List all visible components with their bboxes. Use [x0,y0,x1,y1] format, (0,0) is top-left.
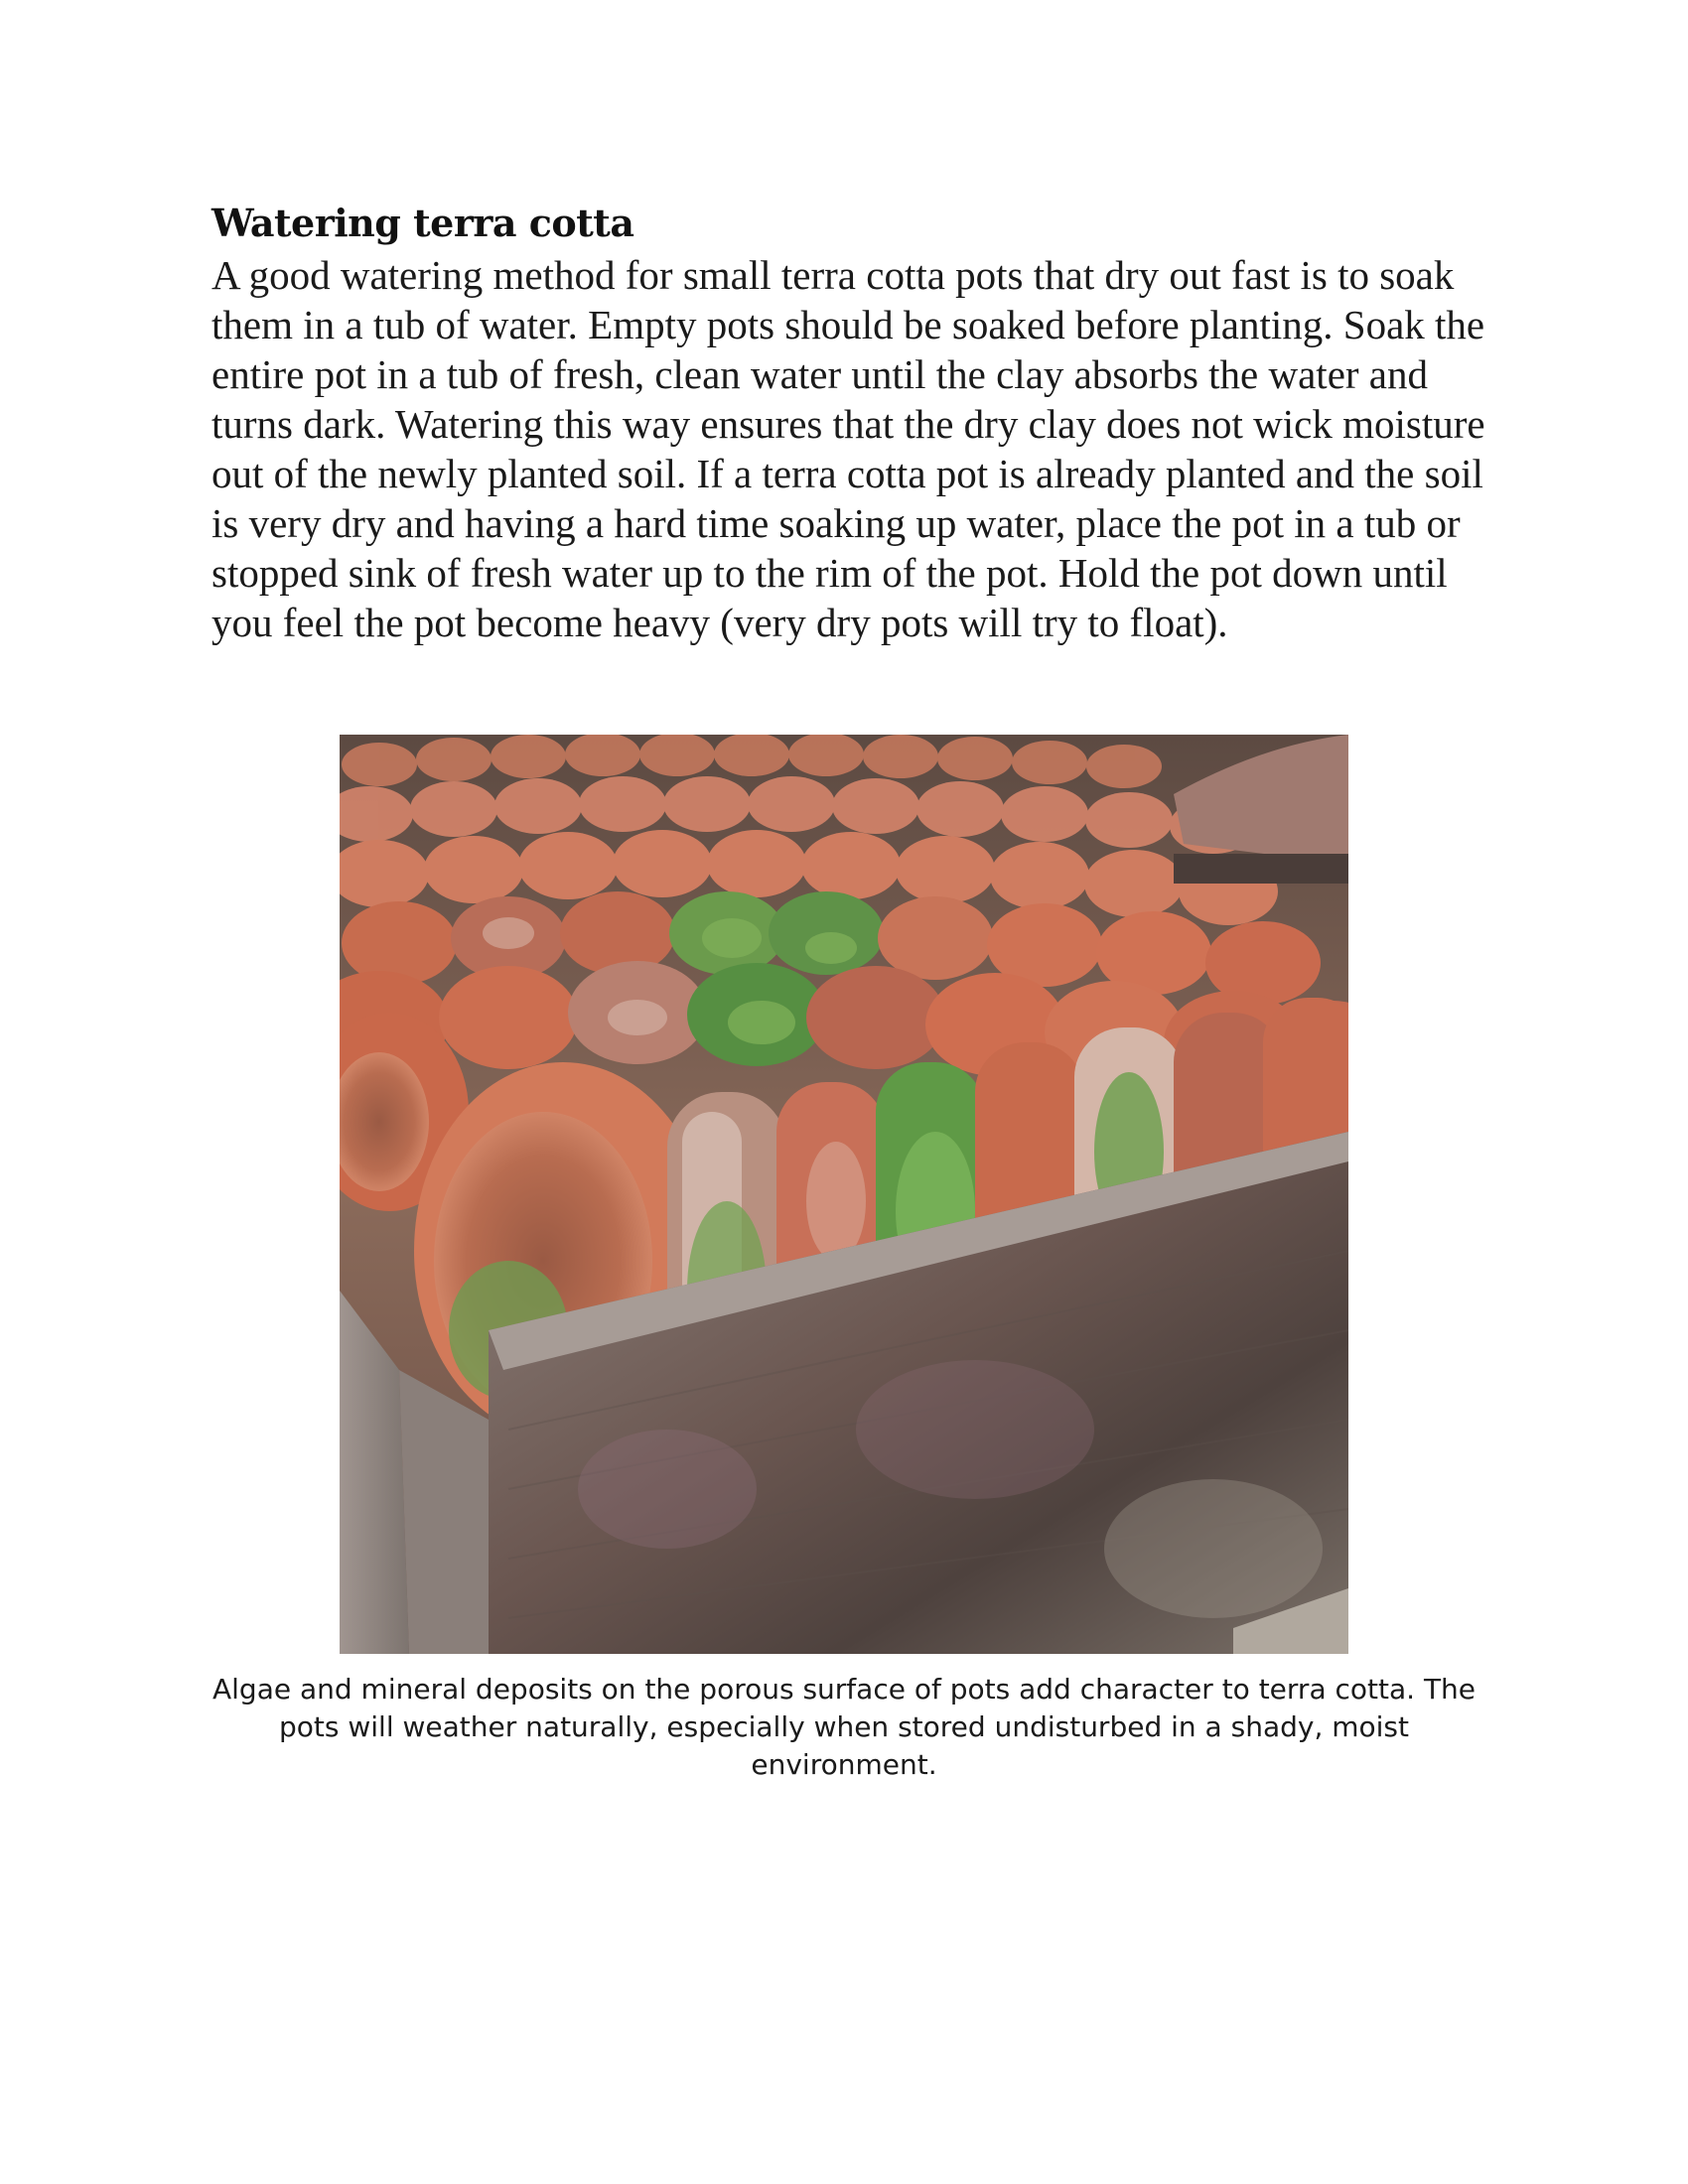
terra-cotta-pots-photo [340,735,1348,1654]
photo-illustration [340,735,1348,1654]
photo-caption: Algae and mineral deposits on the porous surface of pots add character to terra cotta. The pots will weather naturally, especially when stored undisturbed in a shady, moist environment. [211,1673,1477,1781]
section-heading: Watering terra cotta [211,201,634,245]
body-paragraph: A good watering method for small terra cotta pots that dry out fast is to soak them in a tub of water. Empty pots should be soaked before planting. Soak the entire pot in a tub of fresh, clean water until the clay absorbs the water and turns dark. Watering this way ensures that the dry clay does not wick moisture out of the newly planted soil. If a terra cotta pot is already planted and the soil is very dry and having a hard time soaking up water, place the pot in a tub or stopped sink of fresh water up to the rim of the pot. Hold the pot down until you feel the pot become heavy (very dry pots will try to float). [211,252,1485,645]
